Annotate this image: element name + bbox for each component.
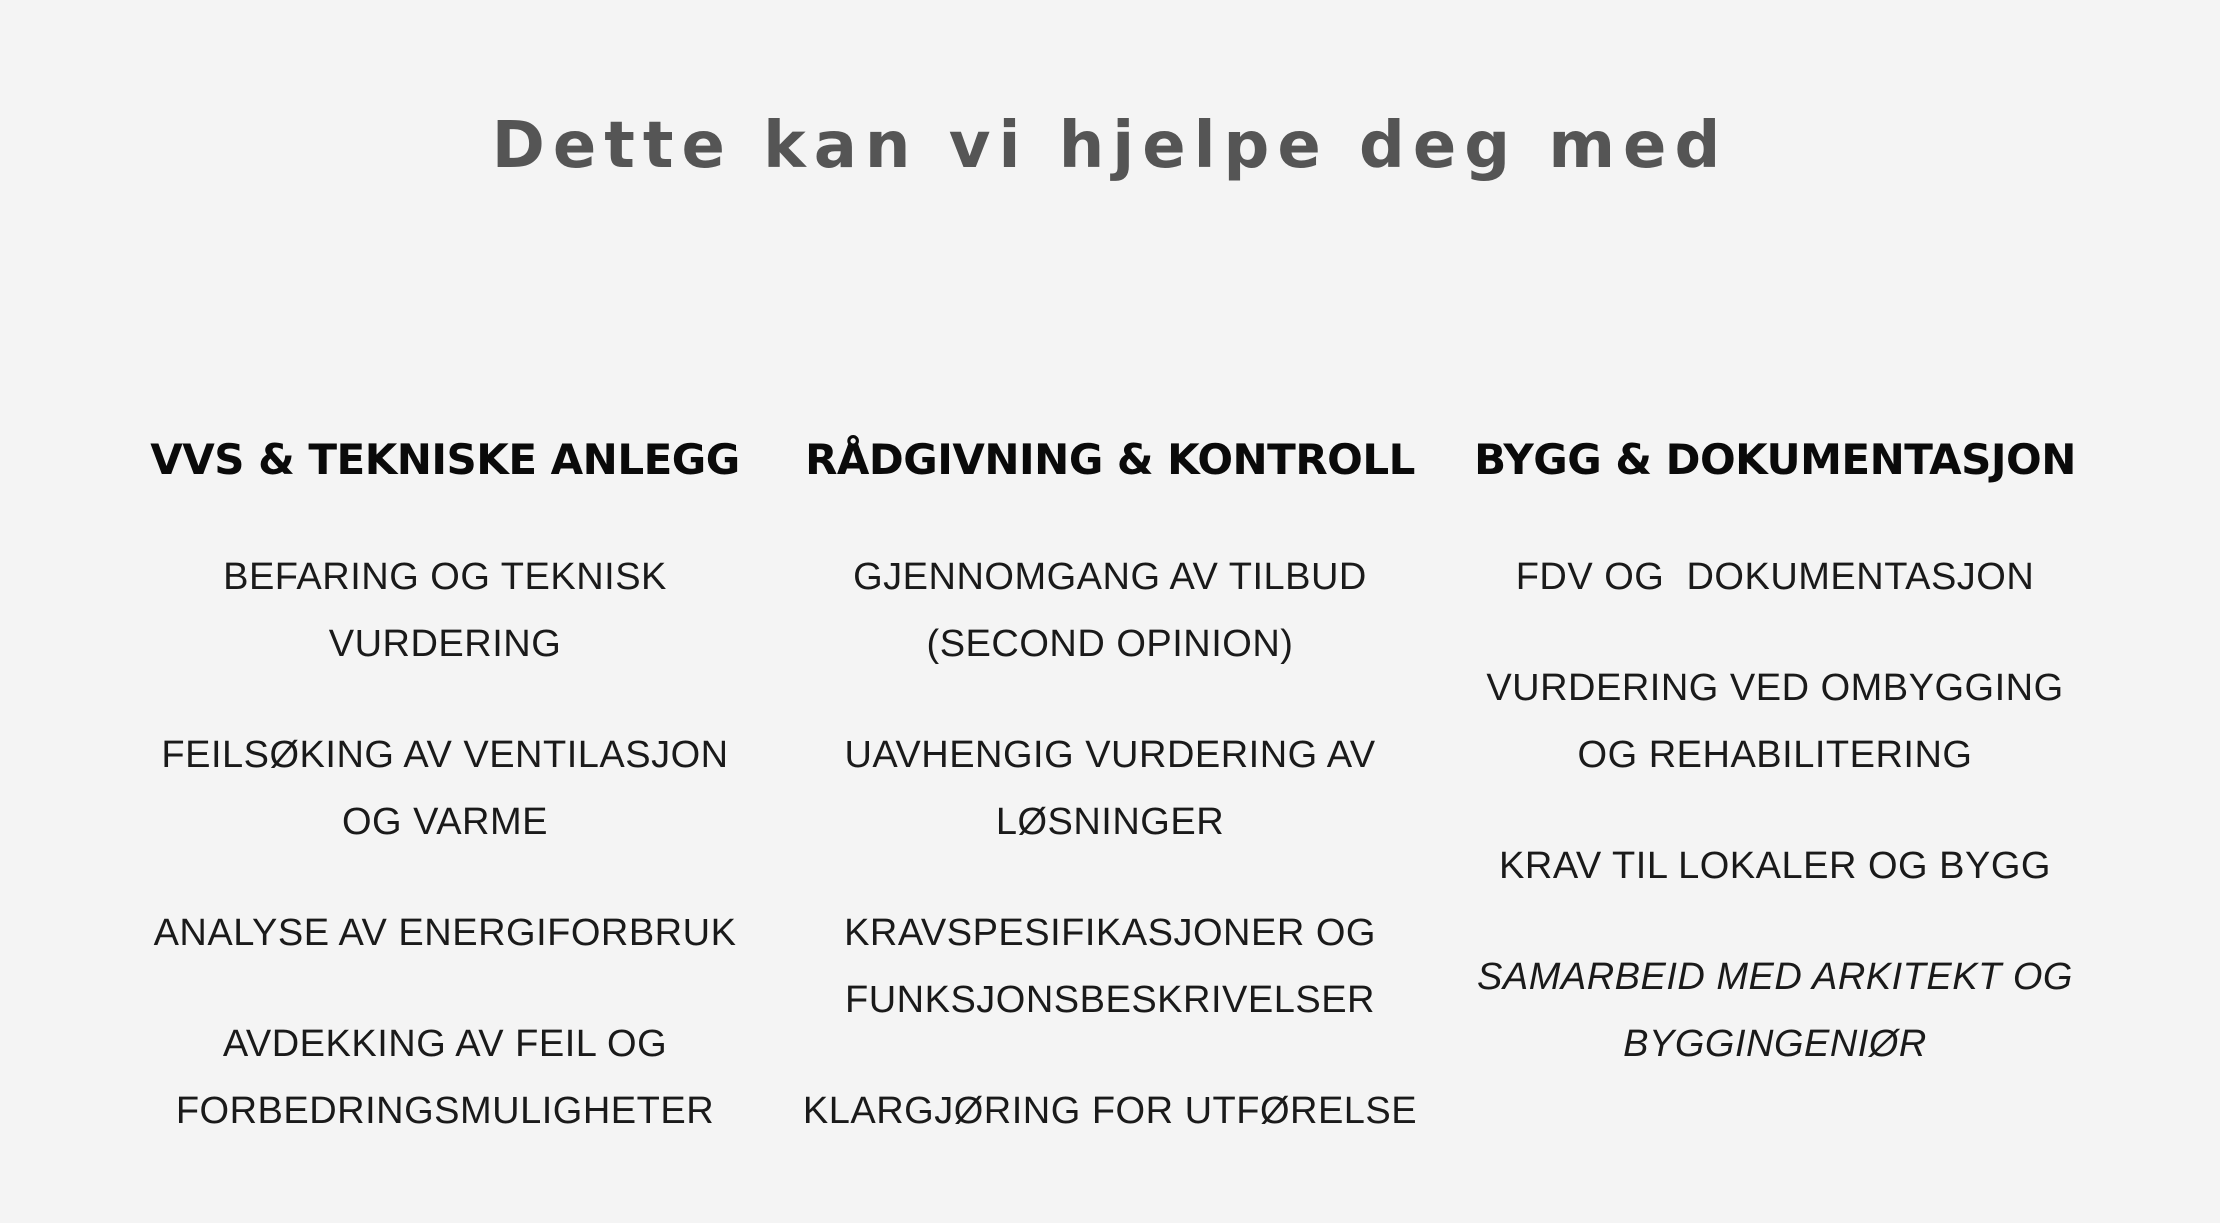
service-item xyxy=(1455,944,2095,1078)
service-item xyxy=(790,900,1430,1034)
service-item-line: KLARGJØRING FOR UTFØRELSE xyxy=(802,1090,1418,1132)
service-item-line: FORBEDRINGSMULIGHETER xyxy=(175,1090,715,1132)
service-item-line: FEILSØKING AV VENTILASJON xyxy=(161,734,729,776)
service-column-vvs xyxy=(125,428,765,1189)
service-item-line: GJENNOMGANG AV TILBUD xyxy=(853,556,1367,598)
service-item-line: VURDERING VED OMBYGGING xyxy=(1486,667,2064,709)
service-item-line: AVDEKKING AV FEIL OG xyxy=(222,1023,668,1065)
service-item xyxy=(1455,544,2095,611)
service-item-line: BEFARING OG TEKNISK xyxy=(223,556,667,598)
service-item-line: KRAV TIL LOKALER OG BYGG xyxy=(1499,845,2051,887)
service-item-line: UAVHENGIG VURDERING AV xyxy=(844,734,1376,776)
service-item-line: OG VARME xyxy=(342,801,548,843)
service-item-line: OG REHABILITERING xyxy=(1577,734,1973,776)
column-heading: VVS & TEKNISKE ANLEGG xyxy=(150,435,740,484)
service-item xyxy=(1455,655,2095,789)
service-item xyxy=(790,722,1430,856)
service-list xyxy=(125,544,765,1145)
section-title: Dette kan vi hjelpe deg med xyxy=(491,109,1729,183)
service-item-line: VURDERING xyxy=(328,623,562,665)
service-item-line: FDV OG DOKUMENTASJON xyxy=(1515,556,2035,598)
service-item xyxy=(790,1078,1430,1145)
column-heading: BYGG & DOKUMENTASJON xyxy=(1474,435,2076,484)
service-item xyxy=(125,1011,765,1145)
service-item-line: ANALYSE AV ENERGIFORBRUK xyxy=(153,912,737,954)
service-item xyxy=(125,722,765,856)
service-column-bygg xyxy=(1455,428,2095,1122)
service-item-line: FUNKSJONSBESKRIVELSER xyxy=(845,979,1375,1021)
service-list xyxy=(790,544,1430,1145)
service-item-line: (SECOND OPINION) xyxy=(926,623,1294,665)
service-column-radgivning xyxy=(790,428,1430,1189)
service-item-line: BYGGINGENIØR xyxy=(1623,1023,1927,1065)
column-heading: RÅDGIVNING & KONTROLL xyxy=(805,435,1415,484)
service-item-line: LØSNINGER xyxy=(995,801,1225,843)
service-item xyxy=(125,900,765,967)
service-item xyxy=(125,544,765,678)
service-item-line: SAMARBEID MED ARKITEKT OG xyxy=(1477,956,2073,998)
service-item-line: KRAVSPESIFIKASJONER OG xyxy=(844,912,1376,954)
service-list xyxy=(1455,544,2095,1078)
service-item xyxy=(790,544,1430,678)
service-item xyxy=(1455,833,2095,900)
